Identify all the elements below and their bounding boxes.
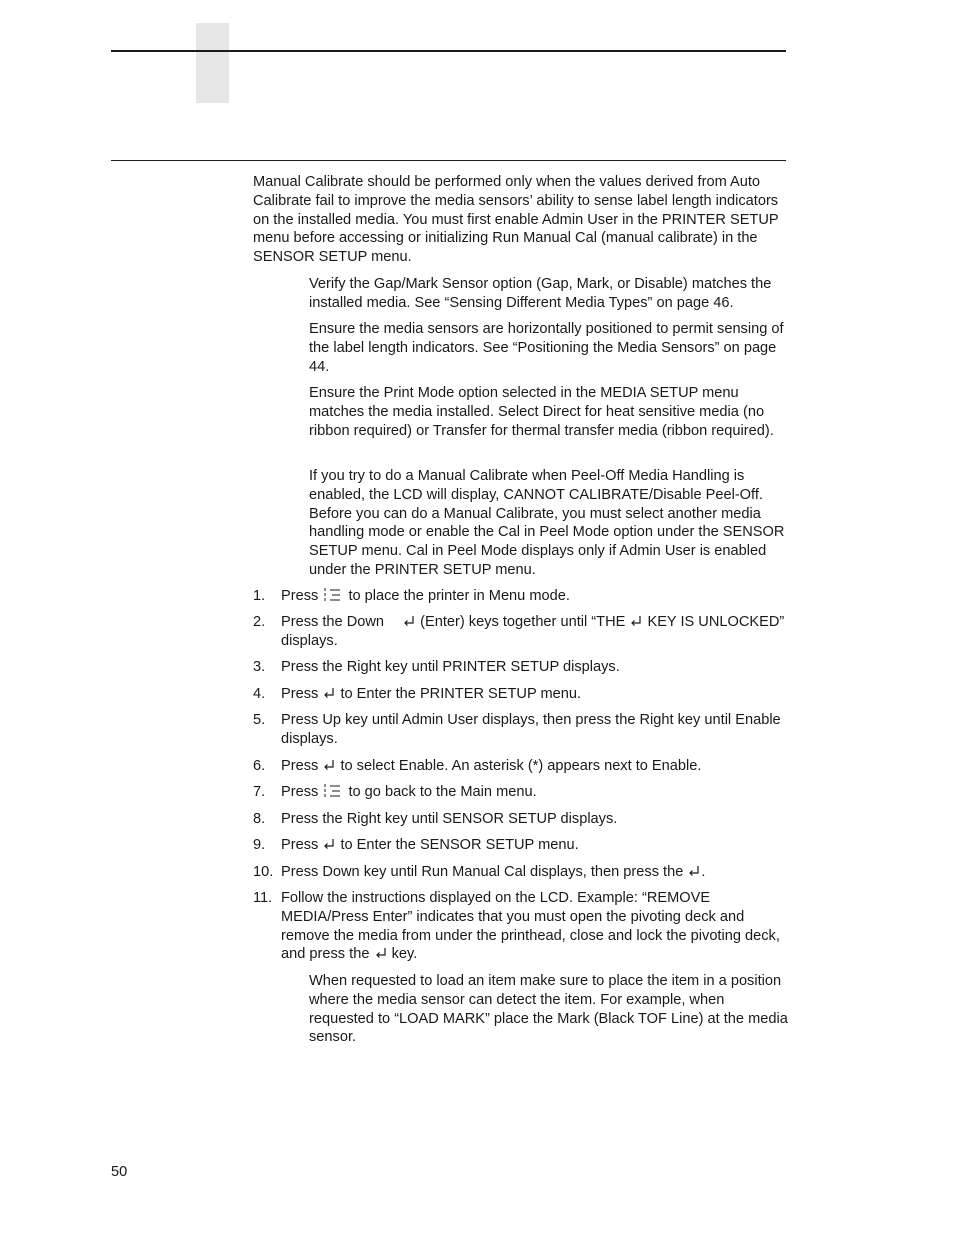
- step-text: Press: [281, 758, 319, 774]
- enter-key-icon: [323, 759, 335, 771]
- step-number: 3.: [253, 659, 266, 675]
- step-text: Press: [281, 686, 319, 702]
- enter-key-icon: [630, 615, 642, 627]
- step-number: 7.: [253, 784, 266, 800]
- step-text: to go back to the Main menu.: [348, 784, 537, 800]
- enter-key-icon: [688, 865, 700, 877]
- step-text: to Enter the PRINTER SETUP menu.: [340, 686, 582, 702]
- note-load-item: When requested to load an item make sure to place the item in a position where the media sensor can detect the item. For example, when requested to “LOAD MARK” place the Mark (Black TOF Line) at the media sensor.: [309, 973, 788, 1046]
- step-number: 11.: [253, 890, 273, 906]
- step-text: Press: [281, 784, 319, 800]
- step-text: Press Down key until Run Manual Cal displays, then press the: [281, 864, 684, 880]
- step-number: 1.: [253, 588, 266, 604]
- menu-key-icon: [324, 587, 342, 603]
- step-text: .: [701, 864, 706, 880]
- step-number: 10.: [253, 864, 274, 880]
- enter-key-icon: [375, 947, 387, 959]
- note-gap-mark: Verify the Gap/Mark Sensor option (Gap, Mark, or Disable) matches the installed media. See “Sensing Different Media Types” on page 46.: [309, 276, 772, 311]
- note-sensor-position: Ensure the media sensors are horizontally positioned to permit sensing of the label length indicators. See “Positioning the Media Sensors” on page 44.: [309, 321, 784, 375]
- step-number: 2.: [253, 614, 266, 630]
- enter-key-icon: [323, 687, 335, 699]
- step-text: key.: [391, 946, 418, 963]
- enter-key-icon: [403, 615, 415, 627]
- step-number: 9.: [253, 837, 266, 853]
- step-text: (Enter) keys together until “THE: [420, 614, 626, 630]
- intro-paragraph: Manual Calibrate should be performed only when the values derived from Auto Calibrate fail to improve the media sensors’ ability to sense label length indicators on the installed media. You must first enable Admin User in the PRINTER SETUP menu before accessing or initializing Run Manual Cal (manual calibrate) in the SENSOR SETUP menu.: [253, 174, 779, 266]
- step-text: Press: [281, 588, 319, 604]
- page-number: 50: [111, 1164, 128, 1180]
- step-text: to Enter the SENSOR SETUP menu.: [340, 837, 579, 853]
- note-peel-off: If you try to do a Manual Calibrate when Peel-Off Media Handling is enabled, the LCD will display, CANNOT CALIBRATE/Disable Peel-Off. Before you can do a Manual Calibrate, you must select another media handling mode or enable the Cal in Peel Mode option under the SENSOR SETUP menu. Cal in Peel Mode displays only if Admin User is enabled under the PRINTER SETUP menu.: [309, 468, 785, 578]
- step-text: Press Up key until Admin User displays, then press the Right key until Enable displays.: [281, 712, 781, 747]
- step-text: Press: [281, 837, 319, 853]
- step-number: 5.: [253, 712, 266, 728]
- note-print-mode: Ensure the Print Mode option selected in the MEDIA SETUP menu matches the media installed. Select Direct for heat sensitive media (no ribbon required) or Transfer for thermal transfer media (ribbon required).: [309, 385, 774, 439]
- step-text: Press the Down: [281, 614, 385, 630]
- chapter-tab: [196, 23, 229, 103]
- step-number: 6.: [253, 758, 266, 774]
- step-number: 4.: [253, 686, 266, 702]
- step-text: Press the Right key until SENSOR SETUP displays.: [281, 811, 618, 827]
- section-rule: [111, 160, 786, 161]
- enter-key-icon: [323, 838, 335, 850]
- header-rule: [111, 50, 786, 52]
- menu-key-icon: [324, 783, 342, 799]
- step-number: 8.: [253, 811, 266, 827]
- step-text: Follow the instructions displayed on the LCD. Example: “REMOVE MEDIA/Press Enter” indicates that you must open the pivoting deck and remove the media from under the printhead, close and lock the pivoting deck, and press the: [281, 890, 780, 963]
- step-text: KEY IS UNLOCKED” displays.: [281, 614, 785, 649]
- step-text: Press the Right key until PRINTER SETUP displays.: [281, 659, 620, 675]
- step-text: to place the printer in Menu mode.: [348, 588, 570, 604]
- step-text: to select Enable. An asterisk (*) appears next to Enable.: [340, 758, 702, 774]
